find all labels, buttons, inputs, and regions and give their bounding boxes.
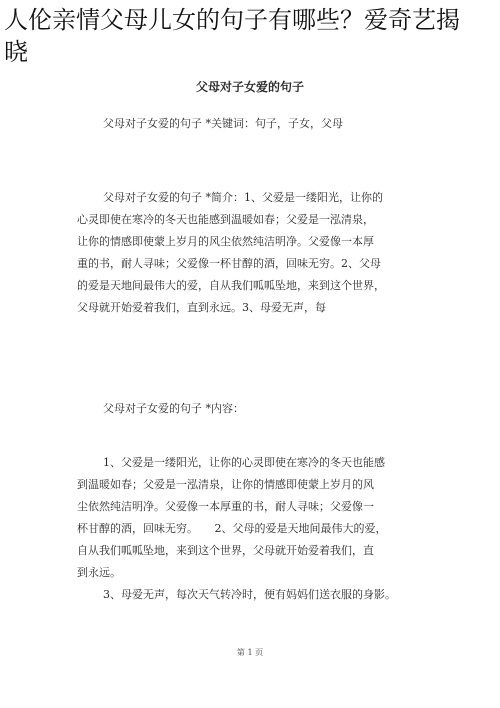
page-title-line-1: 人伦亲情父母儿女的句子有哪些？爱奇艺揭 (4, 6, 460, 34)
content-line: 杯甘醇的酒，回味无穷。 2、父母的爱是天地间最伟大的爱， (77, 522, 387, 535)
content-label: 父母对子女爱的句子 *内容： (103, 402, 244, 415)
summary-line: 让你的情感即使蒙上岁月的风尘依然纯洁明净。父爱像一本厚 (77, 235, 374, 248)
summary-line: 父母对子女爱的句子 *简介：1、父爱是一缕阳光，让你的 (103, 191, 383, 204)
content-line: 自从我们呱呱坠地，来到这个世界，父母就开始爱着我们，直 (77, 544, 374, 557)
summary-paragraph (77, 187, 385, 319)
content-label-paragraph (103, 398, 244, 420)
keywords-line: 父母对子女爱的句子 *关键词：句子，子女，父母 (103, 117, 343, 130)
content-line: 尘依然纯洁明净。父爱像一本厚重的书，耐人寻味；父爱像一 (77, 500, 374, 513)
document-heading: 父母对子女爱的句子 (195, 80, 304, 94)
keywords-paragraph (103, 113, 343, 135)
page-title-line-2: 晓 (4, 38, 28, 66)
content-paragraph (77, 452, 396, 606)
summary-line: 心灵即使在寒冷的冬天也能感到温暖如春；父爱是一泓清泉， (77, 213, 374, 226)
summary-line: 的爱是天地间最伟大的爱，自从我们呱呱坠地，来到这个世界， (77, 279, 385, 292)
content-line: 3、母爱无声，每次天气转冷时，便有妈妈们送衣服的身影。 (103, 588, 396, 601)
summary-line: 父母就开始爱着我们，直到永远。3、母爱无声，每 (77, 301, 326, 314)
content-line: 到温暖如春；父爱是一泓清泉，让你的情感即使蒙上岁月的风 (77, 478, 374, 491)
summary-line: 重的书，耐人寻味；父爱像一杯甘醇的酒，回味无穷。2、父母 (77, 257, 381, 270)
content-line: 1、父爱是一缕阳光，让你的心灵即使在寒冷的冬天也能感 (103, 456, 385, 469)
page-number-footer: 第 1 页 (236, 648, 264, 657)
content-line: 到永远。 (77, 566, 121, 579)
